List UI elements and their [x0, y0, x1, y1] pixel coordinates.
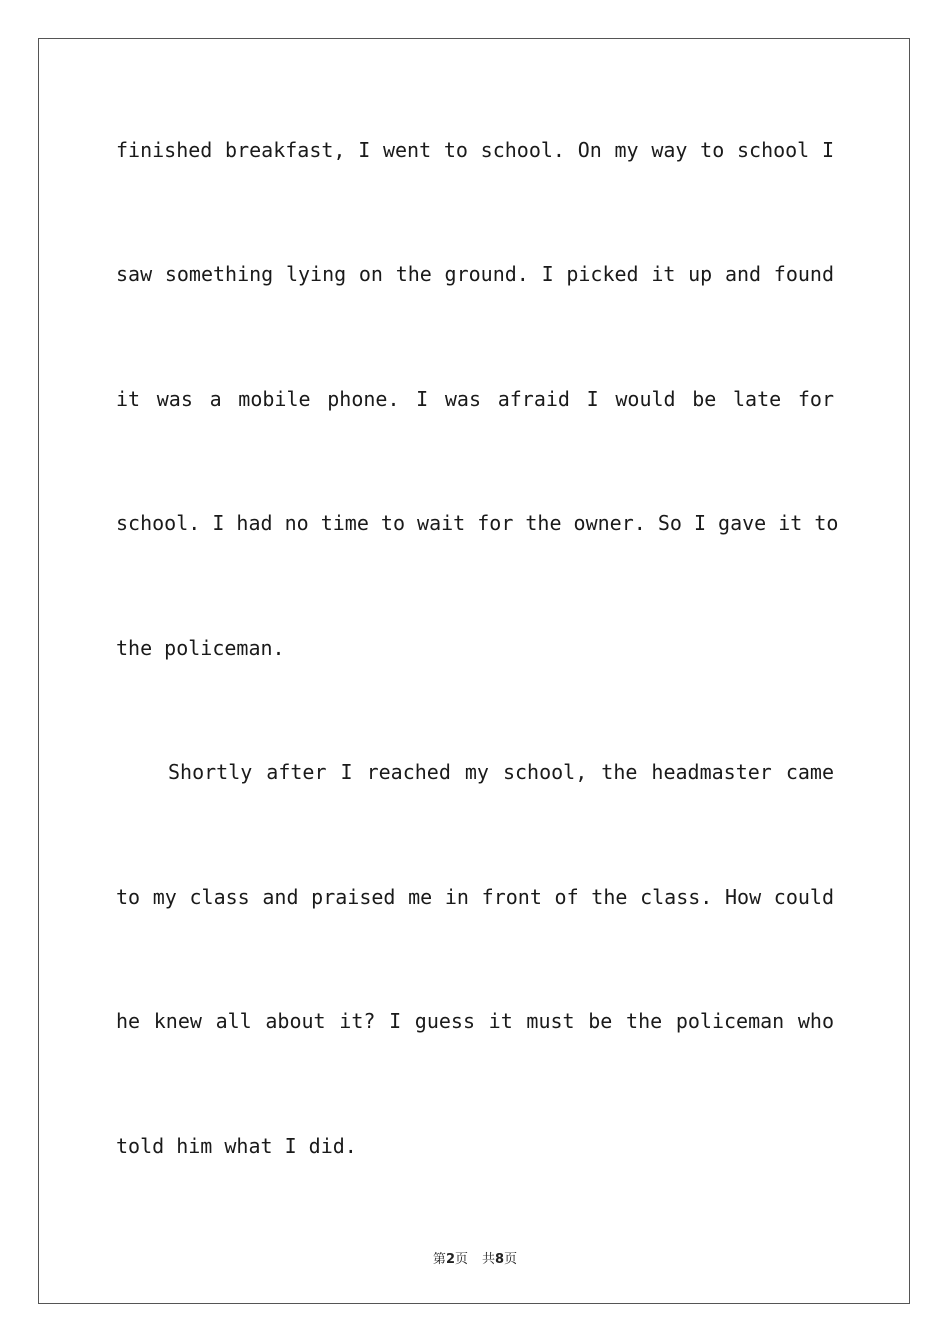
total-page-number: 8: [495, 1252, 505, 1267]
total-prefix: 共: [482, 1252, 496, 1267]
page-footer: [0, 1248, 950, 1267]
text-line: finished breakfast, I went to school. On my way to school I: [116, 138, 834, 162]
text-line: to my class and praised me in front of the class. How could: [116, 885, 834, 909]
total-suffix: 页: [504, 1252, 518, 1267]
text-line: saw something lying on the ground. I picked it up and found: [116, 262, 834, 286]
current-page-number: 2: [445, 1252, 455, 1267]
text-line: Shortly after I reached my school, the headmaster came: [168, 760, 834, 784]
text-line: school. I had no time to wait for the owner. So I gave it to: [116, 511, 839, 535]
text-line: told him what I did.: [116, 1134, 357, 1158]
page-suffix: 页: [454, 1252, 468, 1267]
text-line: he knew all about it? I guess it must be the policeman who: [116, 1009, 834, 1033]
text-line: it was a mobile phone. I was afraid I would be late for: [116, 387, 834, 411]
page-prefix: 第: [432, 1252, 446, 1267]
page-border: [38, 38, 910, 1304]
text-line: the policeman.: [116, 636, 285, 660]
